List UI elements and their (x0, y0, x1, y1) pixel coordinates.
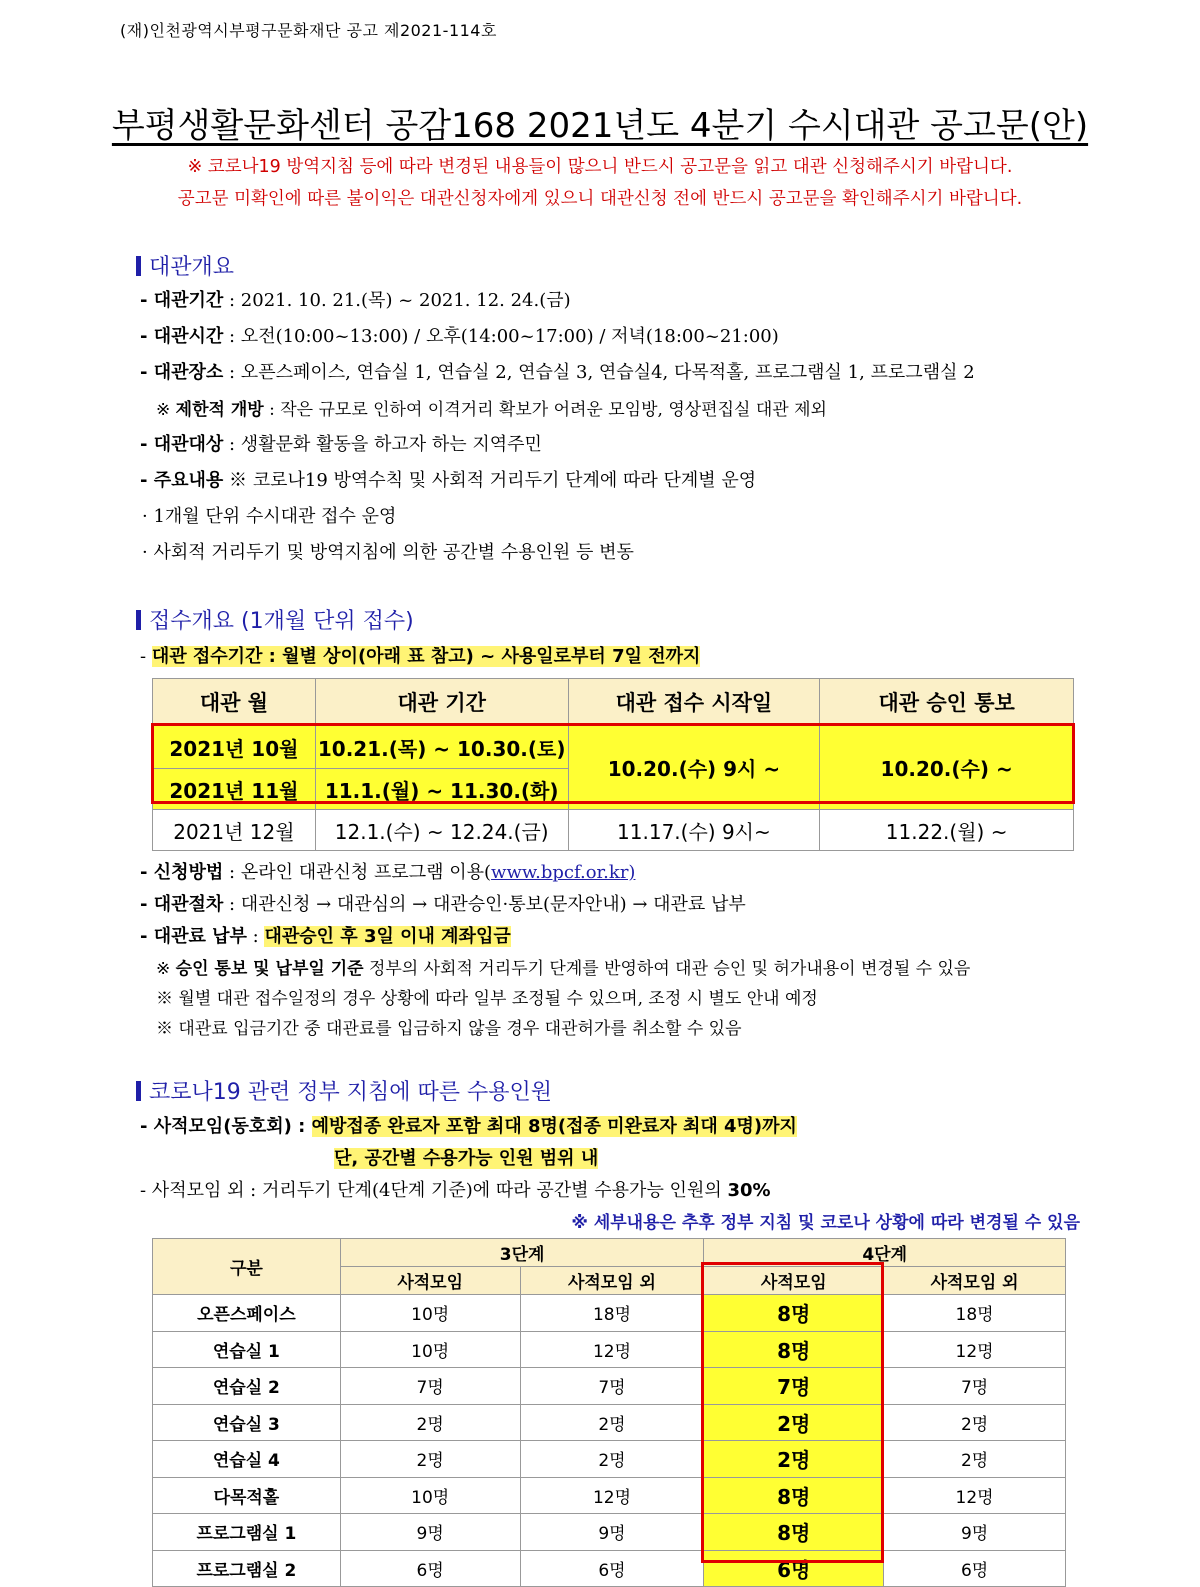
col-header-s4-private: 사적모임 (704, 1267, 884, 1295)
room-name: 다목적홀 (153, 1477, 341, 1514)
cell-period: 10.21.(목) ~ 10.30.(토) (315, 726, 568, 769)
cell-value-highlight: 8명 (704, 1514, 884, 1551)
table-row (153, 810, 1074, 851)
note-approval (156, 954, 970, 979)
section-heading-capacity (136, 1075, 552, 1106)
time-line (140, 322, 779, 348)
warning-line-1: ※ 코로나19 방역지침 등에 따라 변경된 내용들이 많으니 반드시 공고문을 읽고 대관 신청해주시기 바랍니다. (187, 157, 1013, 177)
apply-line (140, 858, 635, 884)
cell-value: 7명 (520, 1368, 704, 1405)
cell-value: 6명 (520, 1550, 704, 1587)
room-name: 오픈스페이스 (153, 1295, 341, 1332)
note-rest: 정부의 사회적 거리두기 단계를 반영하여 대관 승인 및 허가내용이 변경될 수 있음 (363, 959, 971, 979)
cell-value: 9명 (520, 1514, 704, 1551)
other-text: - 사적모임 외 : 거리두기 단계(4단계 기준)에 따라 공간별 수용가능 인원의 (140, 1180, 728, 1201)
cell-value: 2명 (884, 1441, 1066, 1478)
period-value: : 2021. 10. 21.(목) ~ 2021. 12. 24.(금) (223, 290, 571, 311)
procedure-label: - 대관절차 (140, 894, 224, 915)
col-header-category: 구분 (153, 1239, 341, 1295)
place-label: - 대관장소 (140, 362, 224, 383)
cell-value-highlight: 8명 (704, 1331, 884, 1368)
note-cancel: ※ 대관료 입금기간 중 대관료를 입금하지 않을 경우 대관허가를 취소할 수 있음 (156, 1019, 742, 1039)
cell-value-highlight: 2명 (704, 1441, 884, 1478)
fee-sep: : (246, 926, 265, 947)
period-line (140, 286, 571, 312)
page-title: 부평생활문화센터 공감168 2021년도 4분기 수시대관 공고문(안) (111, 106, 1089, 146)
fee-line (140, 922, 511, 948)
cell-value: 10명 (340, 1331, 520, 1368)
room-name: 연습실 3 (153, 1404, 341, 1441)
col-header-period: 대관 기간 (315, 679, 568, 726)
cell-value: 10명 (340, 1295, 520, 1332)
col-header-month: 대관 월 (153, 679, 316, 726)
table-row (153, 1331, 1066, 1368)
cell-value: 2명 (340, 1404, 520, 1441)
main-label: - 주요내용 (140, 470, 224, 491)
note-schedule: ※ 월별 대관 접수일정의 경우 상황에 따라 일부 조정될 수 있으며, 조정 시 별도 안내 예정 (156, 989, 818, 1009)
room-name: 연습실 2 (153, 1368, 341, 1405)
room-name: 연습실 4 (153, 1441, 341, 1478)
cell-value-highlight: 8명 (704, 1477, 884, 1514)
cell-value-highlight: 7명 (704, 1368, 884, 1405)
room-name: 연습실 1 (153, 1331, 341, 1368)
reception-period-highlight: 대관 접수기간 : 월별 상이(아래 표 참고) ~ 사용일로부터 7일 전까지 (151, 646, 701, 667)
cell-month: 2021년 10월 (153, 726, 316, 769)
cell-value-highlight: 6명 (704, 1550, 884, 1587)
col-header-start: 대관 접수 시작일 (568, 679, 820, 726)
cell-value: 7명 (340, 1368, 520, 1405)
cell-value: 2명 (520, 1404, 704, 1441)
col-header-approval: 대관 승인 통보 (820, 679, 1074, 726)
warning-line-2: 공고문 미확인에 따른 불이익은 대관신청자에게 있으니 대관신청 전에 반드시 공고문을 확인해주시기 바랍니다. (177, 189, 1023, 209)
dash: - (140, 646, 152, 667)
cell-value: 6명 (884, 1550, 1066, 1587)
cell-value: 9명 (340, 1514, 520, 1551)
apply-value: : 온라인 대관신청 프로그램 이용( (223, 862, 492, 883)
cell-value-highlight: 2명 (704, 1404, 884, 1441)
cell-value: 6명 (340, 1550, 520, 1587)
cell-approval: 10.20.(수) ~ (820, 726, 1074, 810)
main-line (140, 466, 756, 492)
section-bar-icon (136, 256, 141, 276)
table-row (153, 1404, 1066, 1441)
section-title: 대관개요 (149, 255, 235, 280)
section-bar-icon (136, 1081, 141, 1101)
section-title: 접수개요 (1개월 단위 접수) (149, 609, 414, 634)
limit-line (156, 395, 827, 420)
website-link[interactable]: www.bpcf.or.kr) (491, 862, 636, 883)
table-row (153, 1550, 1066, 1587)
other-line (140, 1176, 771, 1202)
room-name: 프로그램실 2 (153, 1550, 341, 1587)
place-value: : 오픈스페이스, 연습실 1, 연습실 2, 연습실 3, 연습실4, 다목적홀, 프로그램실 1, 프로그램실 2 (223, 362, 975, 383)
cell-value: 2명 (884, 1404, 1066, 1441)
time-value: : 오전(10:00~13:00) / 오후(14:00~17:00) / 저녁(18:00~21:00) (223, 326, 779, 347)
private-highlight-2: 단, 공간별 수용가능 인원 범위 내 (334, 1148, 599, 1169)
apply-label: - 신청방법 (140, 862, 224, 883)
cell-value: 18명 (520, 1295, 704, 1332)
table-row (153, 1295, 1066, 1332)
target-label: - 대관대상 (140, 434, 224, 455)
highlight-box-oct-nov (151, 723, 1075, 804)
other-percent: 30% (727, 1180, 771, 1201)
table-row (153, 1368, 1066, 1405)
capacity-table-body (153, 1295, 1066, 1587)
highlight-box-stage4-private (701, 1262, 884, 1563)
cell-value: 12명 (520, 1477, 704, 1514)
cell-period: 12.1.(수) ~ 12.24.(금) (315, 810, 568, 851)
procedure-value: : 대관신청 → 대관심의 → 대관승인·통보(문자안내) → 대관료 납부 (223, 894, 746, 915)
target-value: : 생활문화 활동을 하고자 하는 지역주민 (223, 434, 542, 455)
private-label: - 사적모임(동호회) : (140, 1116, 312, 1137)
section-bar-icon (136, 610, 141, 630)
note-bold: 승인 통보 및 납부일 기준 (175, 959, 364, 979)
detail-note: ※ 세부내용은 추후 정부 지침 및 코로나 상황에 따라 변경될 수 있음 (571, 1213, 1080, 1233)
col-header-s3-other: 사적모임 외 (520, 1267, 704, 1295)
cell-value: 12명 (884, 1477, 1066, 1514)
notice-number: (재)인천광역시부평구문화재단 공고 제2021-114호 (120, 21, 497, 40)
main-value: ※ 코로나19 방역수칙 및 사회적 거리두기 단계에 따라 단계별 운영 (223, 470, 757, 491)
table-row (153, 1514, 1066, 1551)
cell-value: 10명 (340, 1477, 520, 1514)
target-line (140, 430, 542, 456)
fee-highlight: 대관승인 후 3일 이내 계좌입금 (264, 926, 511, 947)
place-line (140, 358, 975, 384)
cell-value: 2명 (520, 1441, 704, 1478)
cell-value: 2명 (340, 1441, 520, 1478)
section-heading-reception (136, 604, 414, 635)
table-header-row (153, 1239, 1066, 1267)
cell-value: 18명 (884, 1295, 1066, 1332)
cell-period: 11.1.(월) ~ 11.30.(화) (315, 769, 568, 810)
section-heading-overview (136, 250, 234, 281)
bullet-2: · 사회적 거리두기 및 방역지침에 의한 공간별 수용인원 등 변동 (142, 542, 634, 563)
period-label: - 대관기간 (140, 290, 224, 311)
capacity-table (152, 1238, 1066, 1587)
procedure-line (140, 890, 746, 916)
cell-value: 12명 (520, 1331, 704, 1368)
col-header-stage3: 3단계 (340, 1239, 704, 1267)
cell-month: 2021년 11월 (153, 769, 316, 810)
bullet-1: · 1개월 단위 수시대관 접수 운영 (142, 506, 397, 527)
cell-value: 9명 (884, 1514, 1066, 1551)
private-line (140, 1112, 797, 1138)
private-line-2 (334, 1144, 598, 1170)
col-header-stage4: 4단계 (704, 1239, 1066, 1267)
limit-label: 제한적 개방 (175, 400, 264, 420)
cell-value: 7명 (884, 1368, 1066, 1405)
time-label: - 대관시간 (140, 326, 224, 347)
table-row (153, 1441, 1066, 1478)
cell-start: 11.17.(수) 9시~ (568, 810, 820, 851)
table-header-row (153, 679, 1074, 726)
limit-prefix: ※ (156, 400, 176, 420)
cell-value-highlight: 8명 (704, 1295, 884, 1332)
private-highlight-1: 예방접종 완료자 포함 최대 8명(접종 미완료자 최대 4명)까지 (311, 1116, 797, 1137)
fee-label: - 대관료 납부 (140, 926, 247, 947)
table-row (153, 1477, 1066, 1514)
col-header-s3-private: 사적모임 (340, 1267, 520, 1295)
reception-intro (140, 642, 700, 668)
note-prefix: ※ (156, 959, 176, 979)
section-title: 코로나19 관련 정부 지침에 따른 수용인원 (149, 1080, 552, 1105)
cell-start: 10.20.(수) 9시 ~ (568, 726, 820, 810)
limit-value: : 작은 규모로 인하여 이격거리 확보가 어려운 모임방, 영상편집실 대관 제외 (263, 400, 827, 420)
col-header-s4-other: 사적모임 외 (884, 1267, 1066, 1295)
room-name: 프로그램실 1 (153, 1514, 341, 1551)
cell-approval: 11.22.(월) ~ (820, 810, 1074, 851)
cell-value: 12명 (884, 1331, 1066, 1368)
cell-month: 2021년 12월 (153, 810, 316, 851)
